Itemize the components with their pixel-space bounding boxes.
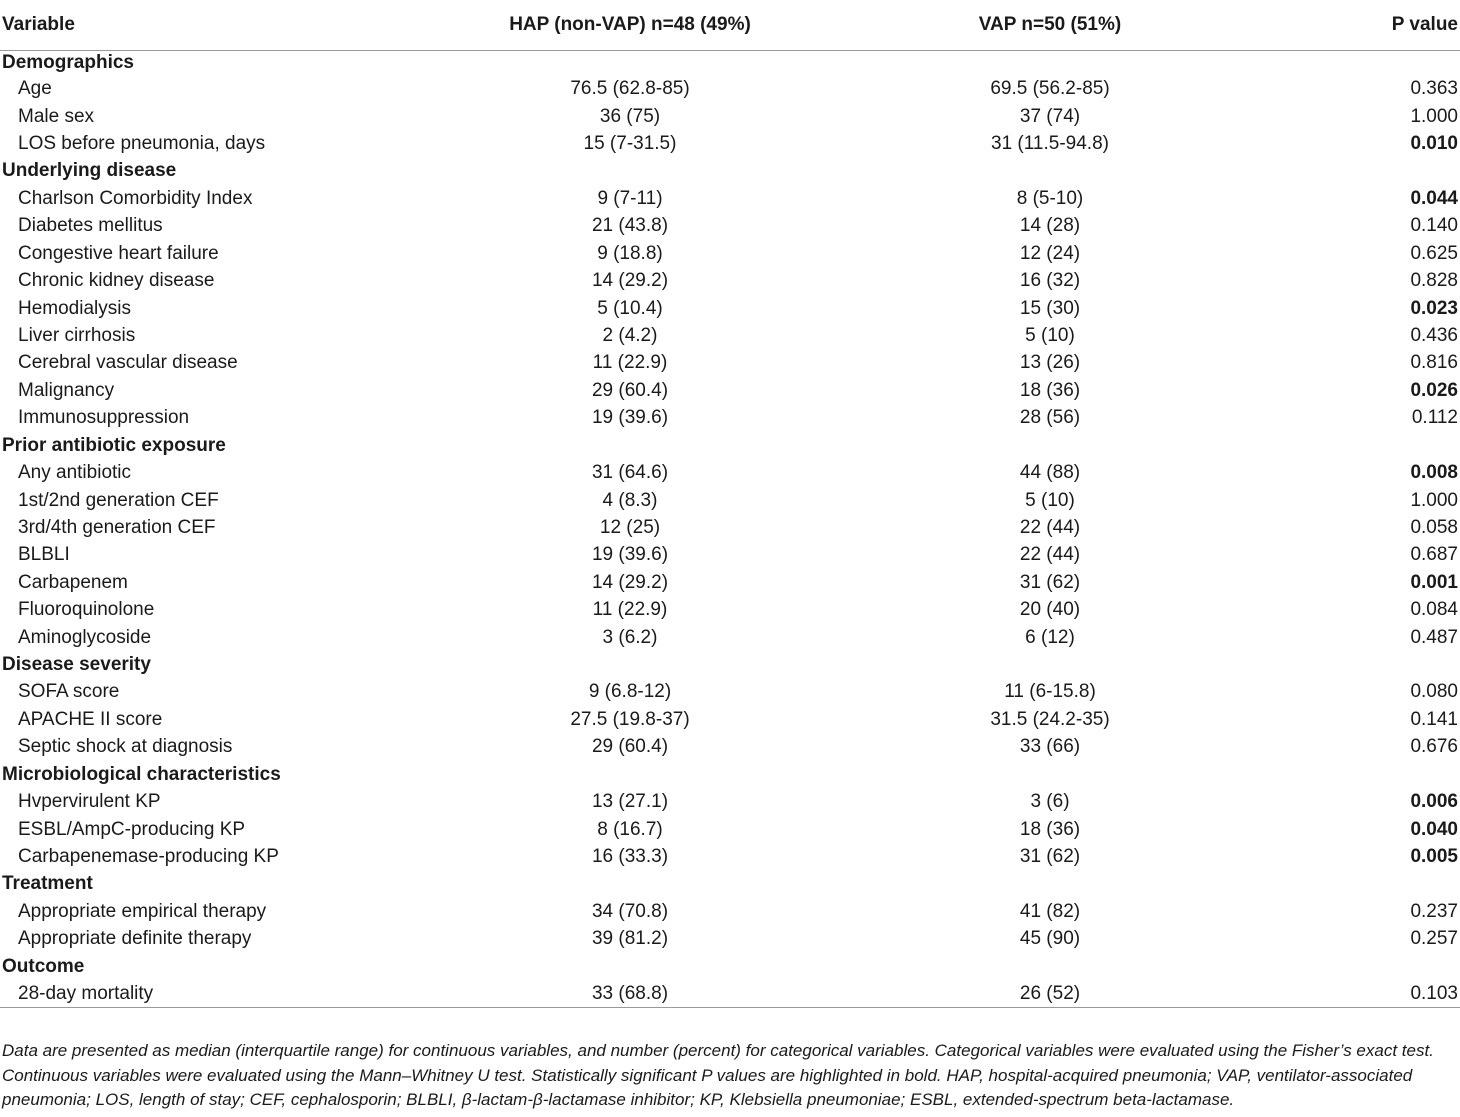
vap-value: 13 (26) bbox=[1019, 352, 1081, 374]
hap-value: 8 (16.7) bbox=[597, 818, 663, 840]
vap-value: 37 (74) bbox=[1019, 105, 1081, 127]
p-value: 0.006 bbox=[1410, 791, 1458, 813]
hap-value: 14 (29.2) bbox=[591, 571, 669, 593]
vap-value: 45 (90) bbox=[1019, 928, 1081, 950]
table-row bbox=[0, 597, 1460, 624]
hap-value: 14 (29.2) bbox=[591, 270, 669, 292]
vap-value: 3 (6) bbox=[1030, 791, 1070, 813]
vap-value: 14 (28) bbox=[1019, 215, 1081, 237]
section-row bbox=[0, 761, 1460, 788]
table-row bbox=[0, 487, 1460, 514]
hap-value: 3 (6.2) bbox=[602, 626, 658, 648]
p-value: 0.008 bbox=[1410, 462, 1458, 484]
hap-value: 16 (33.3) bbox=[591, 846, 669, 868]
hap-value: 34 (70.8) bbox=[591, 900, 669, 922]
table-row bbox=[0, 679, 1460, 706]
table-row bbox=[0, 459, 1460, 486]
p-value: 0.044 bbox=[1410, 187, 1458, 209]
row-label: Liver cirrhosis bbox=[18, 325, 136, 346]
table-row bbox=[0, 267, 1460, 294]
section-heading: Disease severity bbox=[2, 654, 151, 676]
hap-value: 39 (81.2) bbox=[591, 928, 669, 950]
p-value: 0.010 bbox=[1410, 133, 1458, 155]
vap-value: 12 (24) bbox=[1019, 242, 1081, 264]
row-label: Hemodialysis bbox=[18, 297, 131, 319]
row-label: Appropriate empirical therapy bbox=[18, 900, 267, 922]
p-value: 0.436 bbox=[1410, 325, 1458, 346]
p-value: 0.112 bbox=[1411, 407, 1458, 429]
vap-value: 31 (62) bbox=[1019, 846, 1081, 868]
row-label: Chronic kidney disease bbox=[18, 270, 215, 292]
table-row bbox=[0, 542, 1460, 569]
row-label: BLBLI bbox=[18, 544, 70, 566]
table-row bbox=[0, 405, 1460, 432]
row-label: Charlson Comorbidity Index bbox=[18, 187, 253, 209]
row-label: ESBL/AmpC-producing KP bbox=[18, 818, 246, 840]
p-value: 0.103 bbox=[1260, 980, 1460, 1007]
p-value: 0.005 bbox=[1410, 846, 1458, 868]
section-heading: Underlying disease bbox=[2, 160, 177, 182]
row-label: Carbapenemase-producing KP bbox=[18, 846, 279, 868]
hap-value: 12 (25) bbox=[599, 516, 661, 538]
vap-value: 28 (56) bbox=[1019, 407, 1081, 429]
p-value: 0.687 bbox=[1410, 544, 1458, 566]
hap-value: 4 (8.3) bbox=[602, 489, 658, 511]
table-body bbox=[0, 51, 1460, 1008]
table-row bbox=[0, 706, 1460, 733]
hap-value: 27.5 (19.8-37) bbox=[570, 708, 690, 730]
vap-value: 8 (5-10) bbox=[1016, 187, 1084, 209]
row-label: APACHE II score bbox=[18, 708, 163, 730]
row-label: Septic shock at diagnosis bbox=[18, 736, 233, 758]
vap-value: 22 (44) bbox=[1019, 544, 1081, 566]
table-header bbox=[0, 0, 1460, 51]
vap-value: 31 (11.5-94.8) bbox=[991, 133, 1109, 155]
p-value: 0.141 bbox=[1410, 708, 1458, 730]
hap-value: 11 (22.9) bbox=[592, 352, 668, 374]
row-label: Immunosuppression bbox=[18, 407, 190, 429]
p-value: 0.080 bbox=[1410, 681, 1458, 703]
table-row bbox=[0, 185, 1460, 212]
table-row bbox=[0, 240, 1460, 267]
table-footnote: Data are presented as median (interquartile range) for continuous variables, and number (percent) for categorical variables. Categorical variables were evaluated using the Fisher’s exact test. Continuous variables were evaluated using the Mann–Whitney U test. Statistically significant P values are highlighted in bold. HAP, hospital-acquired pneumonia; VAP, ventilator-associated pneumonia; LOS, length of stay; CEF, cephalosporin; BLBLI, β-lactam-β-lactamase inhibitor; KP, Klebsiella pneumoniae; ESBL, extended-spectrum beta-lactamase. bbox=[2, 1041, 1434, 1109]
p-value: 0.040 bbox=[1410, 818, 1458, 840]
row-label: Cerebral vascular disease bbox=[18, 352, 238, 374]
vap-value: 6 (12) bbox=[1025, 626, 1075, 648]
hap-value: 5 (10.4) bbox=[597, 297, 663, 319]
p-value: 0.084 bbox=[1410, 599, 1458, 621]
hap-value: 29 (60.4) bbox=[591, 379, 669, 401]
table-row bbox=[0, 569, 1460, 596]
hap-value: 29 (60.4) bbox=[591, 736, 669, 758]
hap-value: 21 (43.8) bbox=[591, 215, 669, 237]
p-value: 0.001 bbox=[1410, 571, 1458, 593]
p-value: 0.237 bbox=[1410, 900, 1458, 922]
table-row bbox=[0, 898, 1460, 925]
table-row bbox=[0, 350, 1460, 377]
p-value: 0.816 bbox=[1410, 352, 1458, 374]
vap-value: 5 (10) bbox=[1025, 325, 1075, 346]
section-heading: Treatment bbox=[2, 873, 93, 895]
vap-value: 33 (66) bbox=[1019, 736, 1081, 758]
vap-value: 16 (32) bbox=[1019, 270, 1081, 292]
header-hap: HAP (non-VAP) n=48 (49%) bbox=[420, 0, 840, 51]
p-value: 0.625 bbox=[1410, 242, 1458, 264]
table-row bbox=[0, 213, 1460, 240]
row-label: Any antibiotic bbox=[18, 462, 132, 484]
row-label: 28-day mortality bbox=[0, 980, 420, 1007]
table-row bbox=[0, 980, 1460, 1007]
p-value: 0.676 bbox=[1410, 736, 1458, 758]
hap-value: 19 (39.6) bbox=[591, 544, 669, 566]
hap-value: 36 (75) bbox=[599, 105, 661, 127]
vap-value: 11 (6-15.8) bbox=[1004, 681, 1096, 703]
row-label: 3rd/4th generation CEF bbox=[18, 516, 216, 538]
table-row bbox=[0, 514, 1460, 541]
row-label: SOFA score bbox=[18, 681, 120, 703]
p-value: 1.000 bbox=[1410, 105, 1458, 127]
vap-value: 18 (36) bbox=[1019, 379, 1081, 401]
table-row bbox=[0, 103, 1460, 130]
section-row bbox=[0, 871, 1460, 898]
vap-value: 20 (40) bbox=[1019, 599, 1081, 621]
p-value: 0.828 bbox=[1410, 270, 1458, 292]
row-label: Hvpervirulent KP bbox=[18, 791, 161, 813]
section-heading: Microbiological characteristics bbox=[2, 763, 281, 785]
section-heading: Demographics bbox=[2, 52, 134, 74]
section-heading: Outcome bbox=[2, 955, 85, 977]
p-value: 0.026 bbox=[1410, 379, 1458, 401]
table-row bbox=[0, 624, 1460, 651]
p-value: 1.000 bbox=[1410, 489, 1458, 511]
table-row bbox=[0, 322, 1460, 349]
vap-value: 41 (82) bbox=[1019, 900, 1081, 922]
vap-value: 15 (30) bbox=[1019, 297, 1081, 319]
table-row bbox=[0, 76, 1460, 103]
hap-value: 33 (68.8) bbox=[420, 980, 840, 1007]
row-label: Diabetes mellitus bbox=[18, 215, 163, 237]
row-label: Aminoglycoside bbox=[18, 626, 152, 648]
table-row bbox=[0, 788, 1460, 815]
hap-value: 15 (7-31.5) bbox=[583, 133, 677, 155]
hap-value: 9 (18.8) bbox=[597, 242, 663, 264]
hap-value: 31 (64.6) bbox=[591, 462, 669, 484]
header-row bbox=[0, 0, 1460, 51]
table-row bbox=[0, 130, 1460, 157]
p-value: 0.023 bbox=[1410, 297, 1458, 319]
section-row bbox=[0, 158, 1460, 185]
p-value: 0.140 bbox=[1410, 215, 1458, 237]
table-row bbox=[0, 377, 1460, 404]
row-label: 1st/2nd generation CEF bbox=[18, 489, 219, 511]
section-row bbox=[0, 651, 1460, 678]
hap-value: 9 (6.8-12) bbox=[588, 681, 672, 703]
table-row bbox=[0, 816, 1460, 843]
hap-value: 19 (39.6) bbox=[591, 407, 669, 429]
section-row bbox=[0, 51, 1460, 76]
hap-value: 11 (22.9) bbox=[592, 599, 668, 621]
section-row bbox=[0, 953, 1460, 980]
row-label: Carbapenem bbox=[18, 571, 128, 593]
header-variable: Variable bbox=[0, 0, 420, 51]
vap-value: 31.5 (24.2-35) bbox=[990, 708, 1110, 730]
row-label: Age bbox=[18, 78, 52, 100]
hap-value: 76.5 (62.8-85) bbox=[570, 78, 690, 100]
vap-value: 22 (44) bbox=[1019, 516, 1081, 538]
table-row bbox=[0, 734, 1460, 761]
hap-value: 9 (7-11) bbox=[597, 187, 663, 209]
p-value: 0.363 bbox=[1410, 78, 1458, 100]
vap-value: 26 (52) bbox=[840, 980, 1260, 1007]
row-label: Male sex bbox=[18, 105, 95, 127]
vap-value: 31 (62) bbox=[1019, 571, 1081, 593]
table-row bbox=[0, 926, 1460, 953]
header-p-value: P value bbox=[1260, 0, 1460, 51]
p-value: 0.058 bbox=[1410, 516, 1458, 538]
table-row bbox=[0, 295, 1460, 322]
vap-value: 69.5 (56.2-85) bbox=[990, 78, 1110, 100]
row-label: Malignancy bbox=[18, 379, 115, 401]
vap-value: 5 (10) bbox=[1025, 489, 1075, 511]
row-label: Appropriate definite therapy bbox=[18, 928, 252, 950]
p-value: 0.487 bbox=[1410, 626, 1458, 648]
table-row bbox=[0, 843, 1460, 870]
row-label: Fluoroquinolone bbox=[18, 599, 155, 621]
vap-value: 18 (36) bbox=[1019, 818, 1081, 840]
p-value: 0.257 bbox=[1410, 928, 1458, 950]
section-row bbox=[0, 432, 1460, 459]
section-heading: Prior antibiotic exposure bbox=[2, 434, 226, 456]
hap-value: 2 (4.2) bbox=[602, 325, 658, 346]
row-label: LOS before pneumonia, days bbox=[18, 133, 266, 155]
header-vap: VAP n=50 (51%) bbox=[840, 0, 1260, 51]
row-label: Congestive heart failure bbox=[18, 242, 219, 264]
vap-value: 44 (88) bbox=[1019, 462, 1081, 484]
hap-value: 13 (27.1) bbox=[591, 791, 669, 813]
